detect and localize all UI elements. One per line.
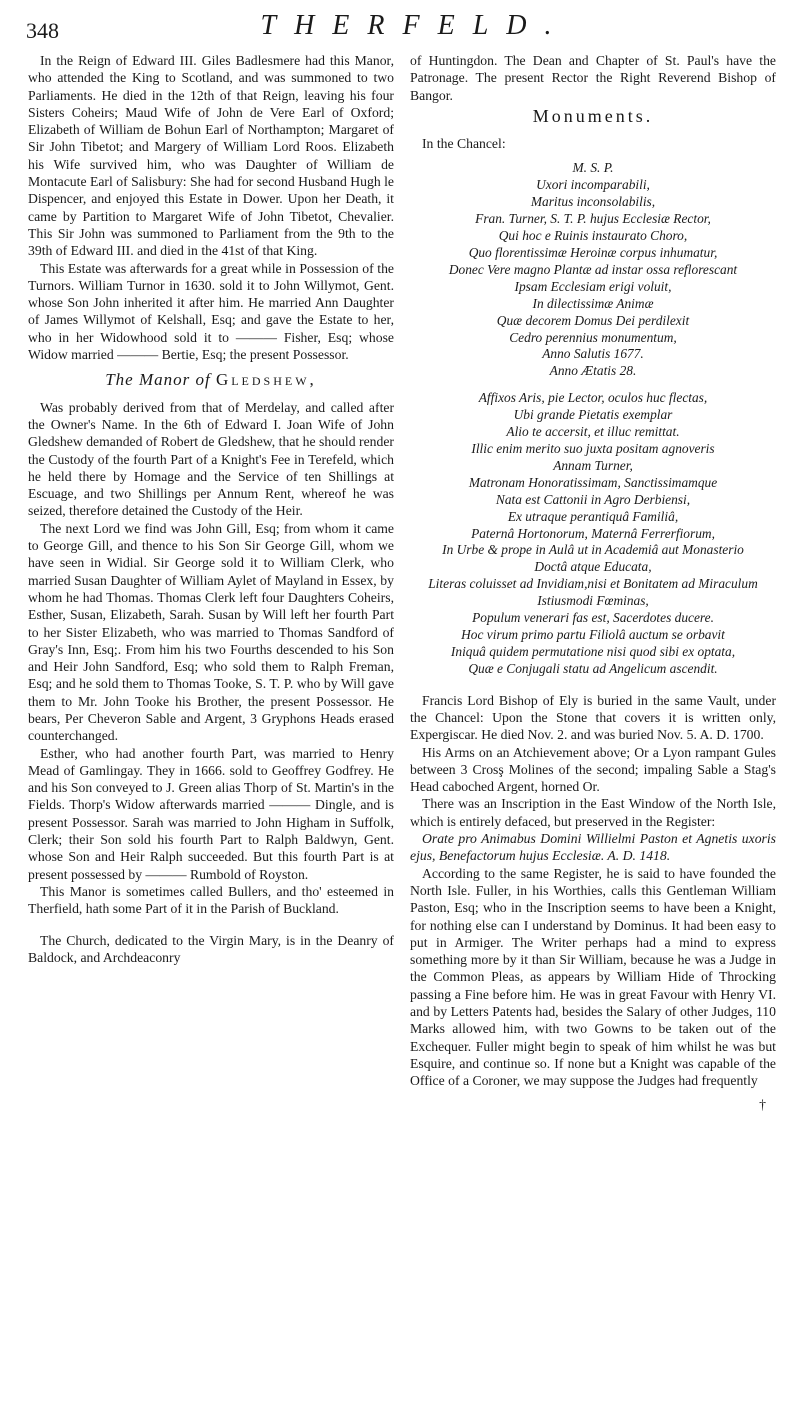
running-head: THERFELD. xyxy=(260,10,570,41)
inscription-gap xyxy=(410,380,776,390)
section-heading xyxy=(28,371,394,388)
inscription-line: Istiusmodi Fœminas, xyxy=(537,593,649,609)
paragraph: Francis Lord Bishop of Ely is buried in the same Vault, under the Chancel: Upon the Stone that covers it is written only, Expergiscar. He died Nov. 2. and was buried Nov. 5. A. D. 1700. xyxy=(410,692,776,743)
inscription-line: Cedro perennius monumentum, xyxy=(509,329,677,345)
inscription-turner xyxy=(410,160,776,677)
inscription-line: Annam Turner, xyxy=(553,457,633,473)
paragraph: The Church, dedicated to the Virgin Mary, is in the Deanry of Baldock, and Archdeaconry xyxy=(28,932,394,965)
inscription-line: Alio te accersit, et illuc remittat. xyxy=(506,424,680,440)
inscription-line: Doctâ atque Educata, xyxy=(534,559,652,575)
page-number: 348 xyxy=(26,18,59,43)
inscription-line: Nata est Cattonii in Agro Derbiensi, xyxy=(495,491,691,507)
catchword: † xyxy=(759,1096,766,1112)
inscription-line: Ipsam Ecclesiam erigi voluit, xyxy=(514,278,672,294)
inscription-line: Quo florentissimæ Heroinæ corpus inhumatur, xyxy=(468,245,718,261)
section-heading-prefix: The Manor of xyxy=(105,370,211,390)
inscription-line: Illic enim merito suo juxta positam agnoveris xyxy=(471,440,715,456)
inscription-line: Quæ decorem Domus Dei perdilexit xyxy=(496,312,690,328)
inscription-line: Matronam Honoratissimam, Sanctissimamque xyxy=(468,474,718,490)
inscription-line: Maritus inconsolabilis, xyxy=(530,194,656,210)
inscription-line: Anno Salutis 1677. xyxy=(542,346,644,362)
paragraph: Esther, who had another fourth Part, was married to Henry Mead of Gamlingay. They in 1666. sold to Geoffrey Godfrey. He and his Son conveyed to J. Green alias Thorp of St. Martin's in the Fields. Thorp's Widow afterwards married ——— Dingle, and is present Possessor. Sarah was married to John Higham in Suffolk, Clerk; their Son sold his fourth Part to Ralph Baldwyn, Gent. whose Son and Heir Ralph succeeded. But this fourth Part is at present possessed by ——— Rumbold of Royston. xyxy=(28,745,394,882)
monuments-heading: Monuments. xyxy=(532,105,654,126)
inscription-line: In Urbe & prope in Aulâ ut in Academiâ aut Monasterio xyxy=(442,542,744,558)
paragraph: Was probably derived from that of Merdelay, and called after the Owner's Name. In the 6th of Edward I. Joan Wife of John Gledshew demanded of Robert de Gledshew, that he should render the Custody of the fourth Part of a Knight's Fee in Terefeld, which he held there by Homage and the Service of ten Shillings at Escuage, and two Shillings per Annum Rent, whereof he was seized, therefore detained the Custody of the Heir. xyxy=(28,399,394,519)
inscription-line: Affixos Aris, pie Lector, oculos huc flectas, xyxy=(478,390,708,406)
chancel-label: In the Chancel: xyxy=(422,136,506,152)
inscription-line: Ex utraque perantiquâ Familiâ, xyxy=(507,508,679,524)
inscription-line: Hoc virum primo partu Filiolâ auctum se orbavit xyxy=(461,626,725,642)
paragraph: In the Reign of Edward III. Giles Badlesmere had this Manor, who attended the King to Scotland, and was summoned to two Parliaments. He died in the 12th of that Reign, leaving his four Sisters Coheirs; Maud Wife of John de Vere Earl of Oxford; Elizabeth of William de Bohun Earl of Northampton; Margaret of Sir John Tibetot; and Margery of William Lord Roos. Elizabeth his Wife survived him, who was Daughter of William de Montacute Earl of Salisbury: She had for second Husband Hugh le Dispencer, and enjoyed this Estate in Dower. Upon her Death, it came by Partition to Margaret Wife of John Tibetot, Chevalier. This Sir John was summoned to Parliament from the 9th to the 39th of Edward III. and died in the 41st of that King. xyxy=(28,53,394,259)
paragraph: According to the same Register, he is said to have founded the North Isle. Fuller, in his Worthies, calls this Gentleman William Paston, Esq; who in the Inscription seems to have been a Knight, for nothing else can I understand by Dominus. It had been easy to put in Armiger. The Writer perhaps had a mind to express something more by it than Sir William, because he was a Judge in the Common Pleas, as appears by William Hide of Throcking passing a Fine before him. He was in great Favour with Henry VI. and by Letters Patents had, besides the Salary of other Judges, 110 Marks allowed him, with two Gowns to be taken out of the Exchequer. Fuller might begin to speak of him whilst he was but Esquire, and continue so. If none but a Knight was capable of the Office of a Coroner, we may suppose the Judges had frequently xyxy=(410,865,776,1089)
paragraph: This Manor is sometimes called Bullers, and tho' esteemed in Therfield, hath some Part of it in the Parish of Buckland. xyxy=(28,883,394,917)
paragraph: The next Lord we find was John Gill, Esq; from whom it came to George Gill, and thence to his Son Sir George Gill, whom we have seen in Widial. Sir George sold it to William Clerk, who married Susan Daughter of William Aylet of Mayland in Essex, by whom he had Thomas. Thomas Clerk left four Daughters Coheirs, Esther, Susan, Elizabeth, Sarah. Susan by Will left her fourth Part to her Sister Elizabeth, who was married to Thomas Sandford of Gray's Inn, Esq;. From him his two Fourths descended to his Son and Heir John Sandford, Esq; who sold them to Ralph Freman, Esq; and he sold them to Thomas Tooke, S. T. P. who by Will gave them to Mr. John Tooke his Brother, the present Possessor. He bears, Per Cheveron Sable and Argent, 3 Gryphons Heads erased counterchanged. xyxy=(28,520,394,744)
inscription-line: Iniquâ quidem permutatione nisi quod sibi ex optata, xyxy=(450,643,736,659)
right-column xyxy=(410,52,776,1113)
inscription-line: Paternâ Hortonorum, Maternâ Ferrerfiorum, xyxy=(471,525,715,541)
inscription-line: Donec Vere magno Plantæ ad instar ossa reflorescant xyxy=(448,261,738,277)
inscription-line: Uxori incomparabili, xyxy=(536,177,650,193)
inscription-line: M. S. P. xyxy=(572,160,614,176)
paragraph: There was an Inscription in the East Window of the North Isle, which is entirely defaced, but preserved in the Register: xyxy=(410,796,776,829)
inscription-line: Ubi grande Pietatis exemplar xyxy=(513,407,673,423)
inscription-line: Populum venerari fas est, Sacerdotes ducere. xyxy=(472,610,714,626)
paragraph: This Estate was afterwards for a great while in Possession of the Turnors. William Turnor in 1630. sold it to John Willymot, Gent. whose Son John inherited it after him. He married Ann Daughter of James Willymot of Kelshall, Esq; and gave the Estate to her, who in her Widowhood sold it to ——— Fisher, Esq; whose Widow married ——— Bertie, Esq; the present Possessor. xyxy=(28,260,394,363)
inscription-line: Anno Ætatis 28. xyxy=(549,363,637,379)
paragraph: of Huntingdon. The Dean and Chapter of St. Paul's have the Patronage. The present Rector the Right Reverend Bishop of Bangor. xyxy=(410,53,776,103)
paragraph: His Arms on an Atchievement above; Or a Lyon rampant Gules between 3 Crosş Molines of the second; impaling Sable a Stag's Head caboched Argent, horned Or. xyxy=(410,744,776,795)
section-heading-name: Gledshew, xyxy=(215,370,317,390)
inscription-line: Literas coluisset ad Invidiam,nisi et Bonitatem ad Miraculum xyxy=(428,576,758,592)
inscription-line: Fran. Turner, S. T. P. hujus Ecclesiæ Rector, xyxy=(475,211,711,227)
inscription-line: In dilectissimæ Animæ xyxy=(532,295,654,311)
paragraph: Orate pro Animabus Domini Willielmi Paston et Agnetis uxoris ejus, Benefactorum hujus Ecclesiæ. A. D. 1418. xyxy=(410,831,776,864)
left-column xyxy=(28,52,394,966)
inscription-line: Qui hoc e Ruinis instaurato Choro, xyxy=(498,228,688,244)
inscription-line: Quæ e Conjugali statu ad Angelicum ascendit. xyxy=(468,660,718,676)
